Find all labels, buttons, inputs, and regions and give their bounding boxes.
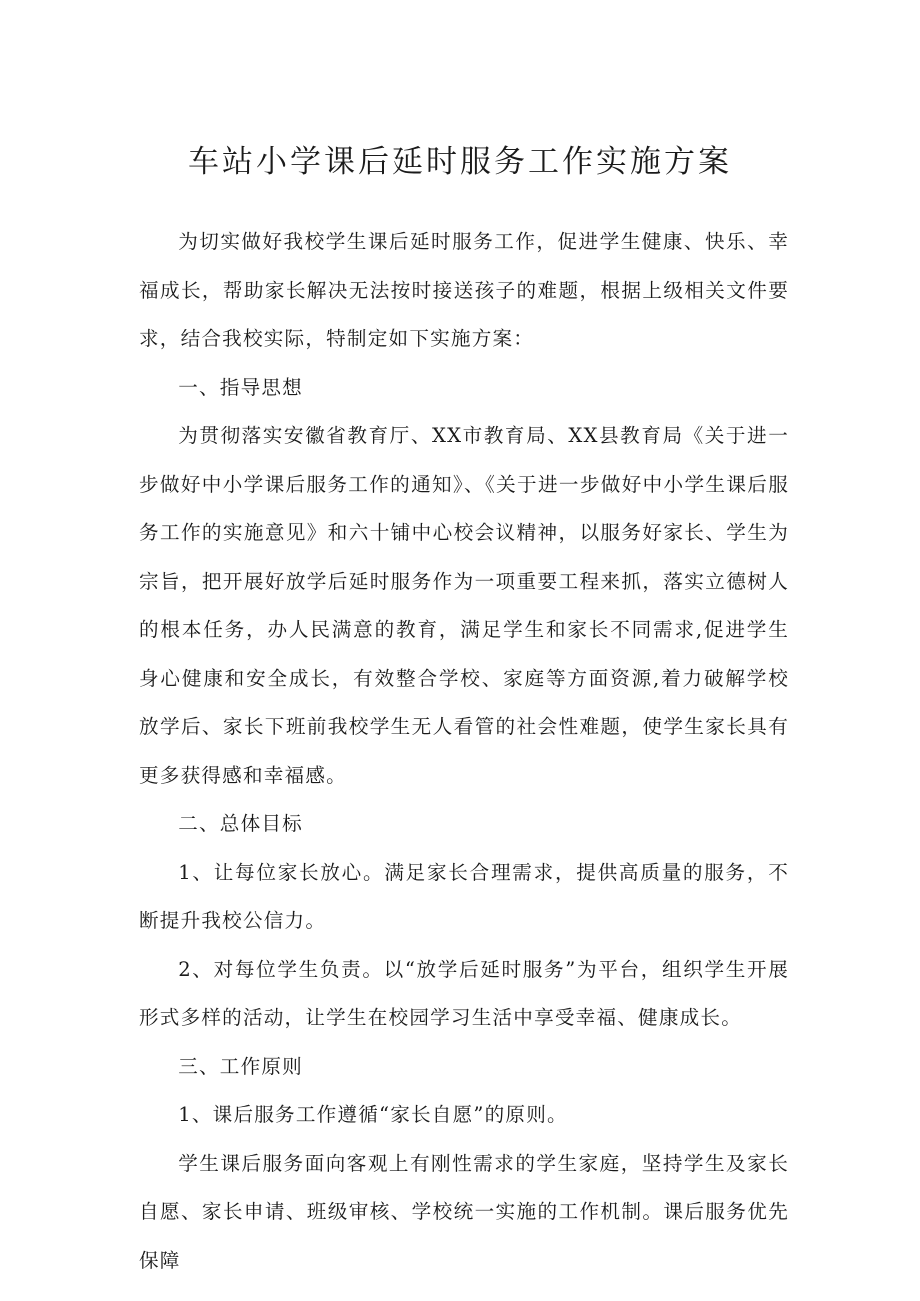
section-heading-overall-goals: 二、总体目标 bbox=[178, 812, 303, 835]
guiding-thought-paragraph: 为贯彻落实安徽省教育厅、XX市教育局、XX县教育局《关于进一步做好中小学课后服务工作的通知》、《关于进一步做好中小学生课后服务工作的实施意见》和六十铺中心校会议精神，以服务好家长、学生为宗旨，把开展好放学后延时服务作为一项重要工程来抓，落实立德树人的根本任务，办人民满意的教育，满足学生和家长不同需求,促进学生身心健康和安全成长，有效整合学校、家庭等方面资源,着力破解学校放学后、家长下班前我校学生无人看管的社会性难题，使学生家长具有更多获得感和幸福感。 bbox=[139, 424, 789, 787]
intro-paragraph: 为切实做好我校学生课后延时服务工作，促进学生健康、快乐、幸福成长，帮助家长解决无法按时接送孩子的难题，根据上级相关文件要求，结合我校实际，特制定如下实施方案： bbox=[139, 230, 789, 350]
section-heading-work-principles: 三、工作原则 bbox=[178, 1054, 303, 1078]
principle-paragraph: 学生课后服务面向客观上有刚性需求的学生家庭，坚持学生及家长自愿、家长申请、班级审核、学校统一实施的工作机制。课后服务优先保障 bbox=[139, 1151, 789, 1272]
goal-item-1: 1、让每位家长放心。满足家长合理需求，提供高质量的服务，不断提升我校公信力。 bbox=[139, 860, 789, 932]
section-heading-guiding-thought: 一、指导思想 bbox=[178, 375, 303, 399]
principle-item-1: 1、课后服务工作遵循“家长自愿”的原则。 bbox=[178, 1103, 568, 1126]
document-body bbox=[139, 218, 789, 1285]
goal-item-2: 2、对每位学生负责。以“放学后延时服务”为平台，组织学生开展形式多样的活动，让学生在校园学习生活中享受幸福、健康成长。 bbox=[139, 957, 789, 1029]
document-title: 车站小学课后延时服务工作实施方案 bbox=[188, 144, 732, 180]
